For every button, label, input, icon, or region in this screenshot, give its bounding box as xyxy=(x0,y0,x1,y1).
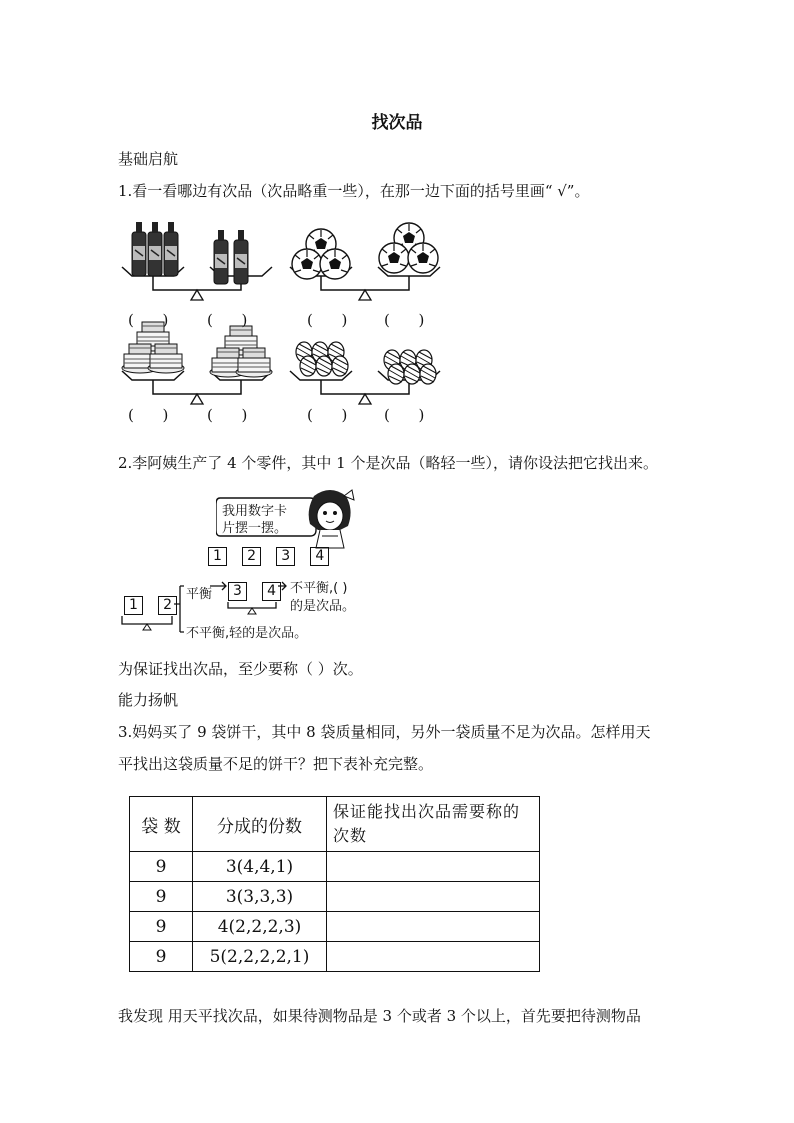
question-3-line-2: 平找出这袋质量不足的饼干？把下表补充完整。 xyxy=(118,755,434,773)
speech-line-1: 我用数字卡 xyxy=(222,504,288,519)
table-row xyxy=(130,912,540,942)
tree-unbalanced-tail-2: 的是次品。 xyxy=(290,599,356,614)
number-card-2: 2 xyxy=(242,547,261,566)
number-card-4: 4 xyxy=(310,547,329,566)
answer-paren-eggs-left[interactable]: ( ) xyxy=(307,406,348,424)
answer-paren-balls-right[interactable]: ( ) xyxy=(384,311,425,329)
table-header-cell: 保证能找出次品需要称的次数 xyxy=(327,797,540,852)
table-cell: 3(4,4,1) xyxy=(193,852,327,882)
table-answer-cell[interactable] xyxy=(327,882,540,912)
table-answer-cell[interactable] xyxy=(327,852,540,882)
table-cell: 9 xyxy=(130,852,193,882)
girl-illustration xyxy=(300,486,360,552)
tree-card-4: 4 xyxy=(262,582,281,601)
answer-paren-cakes-right[interactable]: ( ) xyxy=(207,406,248,424)
question-2-answer-line: 为保证找出次品，至少要称（ ）次。 xyxy=(118,660,363,678)
page-title: 找次品 xyxy=(371,113,423,133)
section-heading-ability: 能力扬帆 xyxy=(118,691,179,709)
table-answer-cell[interactable] xyxy=(327,942,540,972)
tree-balanced-label: 平衡 xyxy=(186,587,213,602)
tree-card-3: 3 xyxy=(228,582,247,601)
finding-text: 我发现 用天平找次品，如果待测物品是 3 个或者 3 个以上，首先要把待测物品 xyxy=(118,1007,641,1025)
table-cell: 9 xyxy=(130,912,193,942)
tree-unbalanced-tail-1: 不平衡,( ) xyxy=(290,581,348,596)
question-1: 1.看一看哪边有次品（次品略重一些），在那一边下面的括号里画“ √”。 xyxy=(118,182,590,200)
answer-paren-bottles-right[interactable]: ( ) xyxy=(207,311,248,329)
table-cell: 9 xyxy=(130,882,193,912)
number-card-1: 1 xyxy=(208,547,227,566)
table-cell: 3(3,3,3) xyxy=(193,882,327,912)
number-card-row xyxy=(208,545,329,566)
answer-paren-bottles-left[interactable]: ( ) xyxy=(128,311,169,329)
tree-unbalanced-light-label: 不平衡,轻的是次品。 xyxy=(186,626,308,641)
table-cell: 4(2,2,2,3) xyxy=(193,912,327,942)
table-header-row xyxy=(130,797,540,852)
table-row xyxy=(130,852,540,882)
number-card-3: 3 xyxy=(276,547,295,566)
table-header-cell: 分成的份数 xyxy=(193,797,327,852)
table-header-cell: 袋 数 xyxy=(130,797,193,852)
weighing-table xyxy=(129,796,540,972)
section-heading-basic: 基础启航 xyxy=(118,150,179,168)
table-row xyxy=(130,882,540,912)
question-3-line-1: 3.妈妈买了 9 袋饼干，其中 8 袋质量相同，另外一袋质量不足为次品。怎样用天 xyxy=(118,723,651,741)
answer-paren-cakes-left[interactable]: ( ) xyxy=(128,406,169,424)
tree-card-1: 1 xyxy=(124,596,143,615)
answer-paren-eggs-right[interactable]: ( ) xyxy=(384,406,425,424)
question-2: 2.李阿姨生产了 4 个零件，其中 1 个是次品（略轻一些），请你设法把它找出来。 xyxy=(118,454,658,472)
answer-paren-balls-left[interactable]: ( ) xyxy=(307,311,348,329)
speech-line-2: 片摆一摆。 xyxy=(222,521,288,536)
table-row xyxy=(130,942,540,972)
tree-card-2: 2 xyxy=(158,596,177,615)
table-answer-cell[interactable] xyxy=(327,912,540,942)
table-cell: 9 xyxy=(130,942,193,972)
table-cell: 5(2,2,2,2,1) xyxy=(193,942,327,972)
